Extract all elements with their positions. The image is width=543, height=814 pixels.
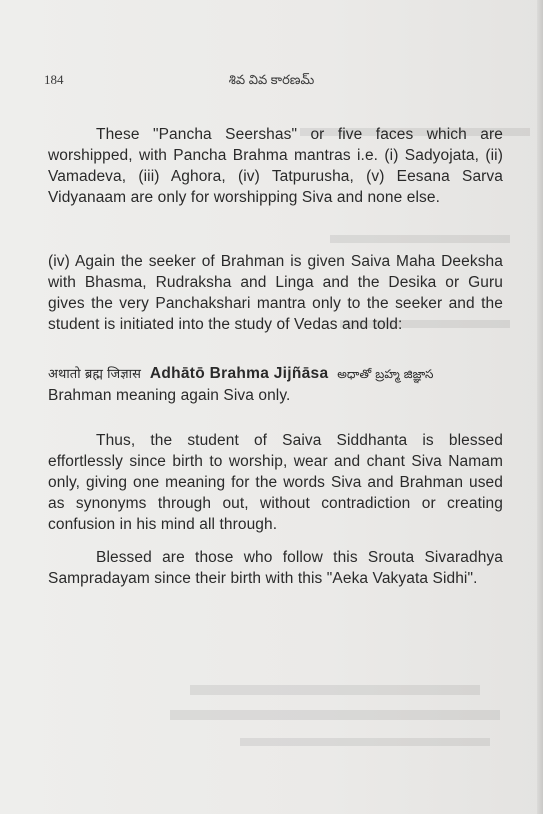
transliterated-phrase: Adhātō Brahma Jijñāsa [149, 365, 329, 382]
paragraph-saiva-siddhanta: Thus, the student of Saiva Siddhanta is blessed effortlessly since birth to worship, wear and chant Siva Namam only, giving one meaning for the words Siva and Brahman used as synonyms through out, without contradiction or creating confusion in his mind all through. [48, 432, 503, 533]
running-title: శివ వివ కారణమ్ [228, 72, 315, 87]
sanskrit-phrase: अथातो ब्रह्म जिज्ञास [48, 367, 141, 382]
paragraph-pancha-seershas: These "Pancha Seershas" or five faces which are worshipped, with Pancha Brahma mantras i.e. (i) Sadyojata, (ii) Vamadeva, (iii) Aghora, (iv) Tatpurusha, (v) Eesana Sarva Vidyanaam are only for worshipping Siva and none else. [48, 126, 503, 206]
paragraph-saiva-deeksha: (iv) Again the seeker of Brahman is given Saiva Maha Deeksha with Bhasma, Rudraksha and Linga and the Desika or Guru gives the very Panchakshari mantra only to the seeker and the student is initiated into the study of Vedas and told: [48, 253, 503, 333]
page-number: 184 [44, 72, 64, 87]
paragraph-blessed: Blessed are those who follow this Srouta Sivaradhya Sampradayam since their birth with this "Aeka Vakyata Sidhi". [48, 549, 503, 587]
page-edge-shadow [537, 0, 543, 814]
telugu-phrase: అధాతో బ్రహ్మ జిజ్ఞాస [337, 367, 434, 381]
show-through-texture [330, 235, 510, 243]
show-through-texture [190, 685, 480, 695]
phrase-meaning: Brahman meaning again Siva only. [48, 387, 291, 404]
show-through-texture [170, 710, 500, 720]
show-through-texture [240, 738, 490, 746]
paragraph-brahma-jijnasa [48, 363, 503, 406]
page-header [44, 72, 499, 92]
